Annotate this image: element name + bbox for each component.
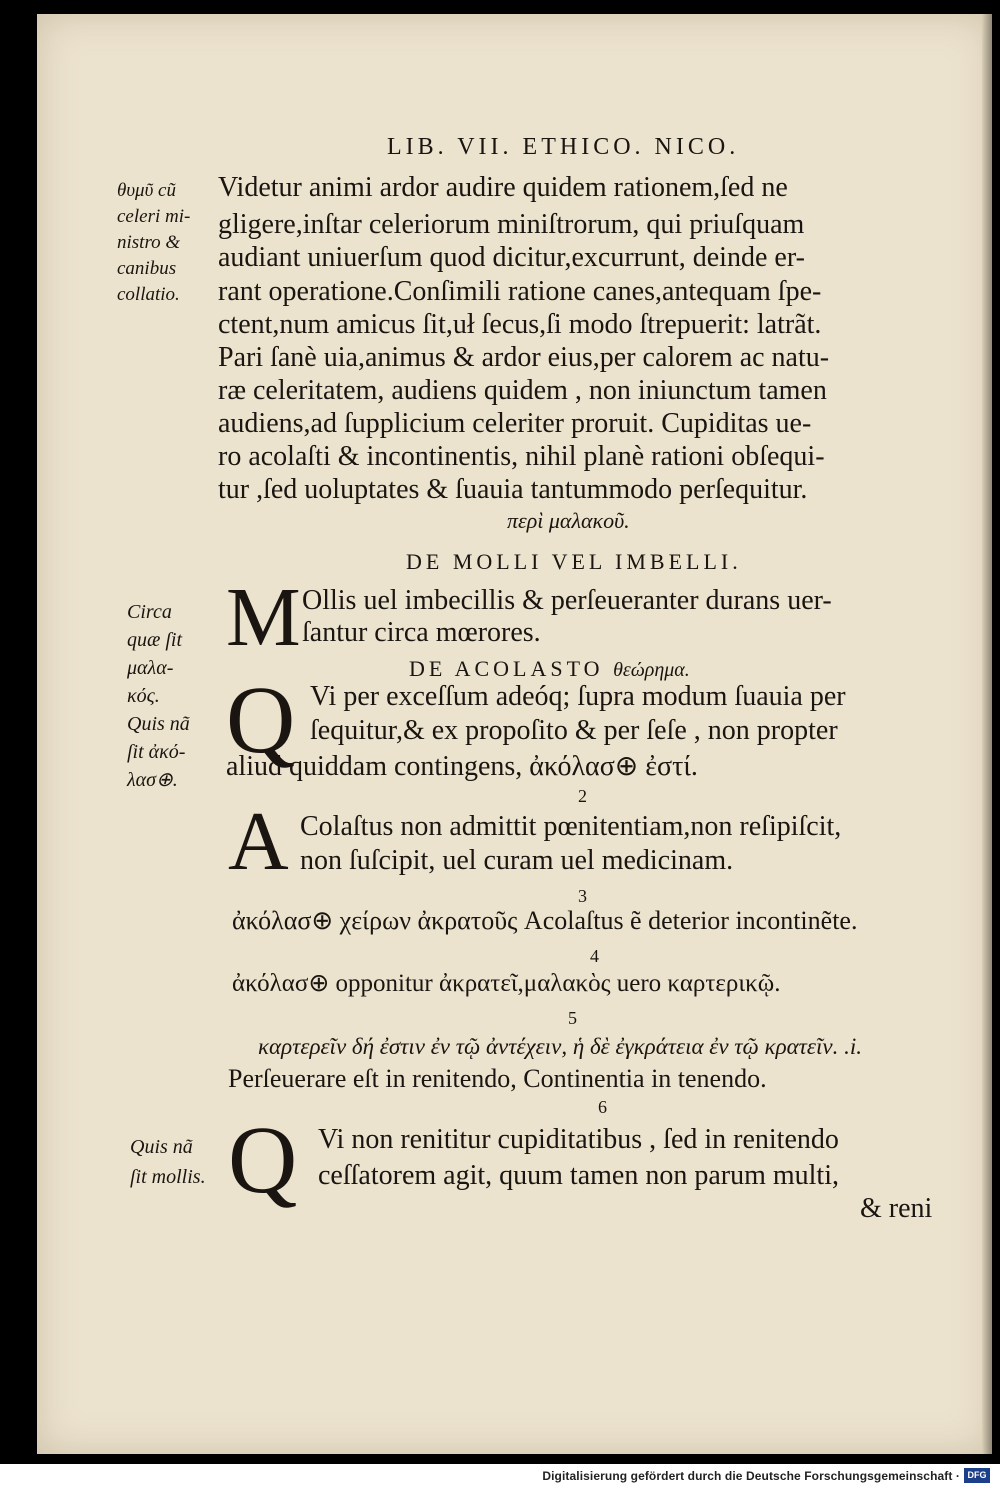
margin-note-line: θυμῦ cũ [117,180,176,201]
drop-initial-q-final: Q [228,1106,298,1213]
margin-note-line: nistro & [117,232,181,253]
body-line: rant operatione.Conſimili ratione canes,antequam ſpe- [218,276,822,307]
margin-note-line: collatio. [117,284,180,305]
body-line: Pari ſanè uia,animus & ardor eius,per calorem ac natu- [218,342,830,373]
margin-note-2 [127,598,190,794]
margin-note-line: ſit ἀκό- [127,741,186,763]
drop-initial-q: Q [226,666,296,773]
final-line: ceſſatorem agit, quum tamen non parum multi, [318,1160,839,1191]
drop-initial-m: M [226,571,301,664]
final-catchword: & reni [860,1193,933,1224]
margin-note-line: Quis nã [130,1136,193,1158]
margin-note-line: Quis nã [127,713,190,735]
section-number: 5 [568,1008,577,1028]
acolasto-line: Vi per exceſſum adeóq; ſupra modum ſuauia per [310,681,846,712]
body-line: gligere,inſtar celeriorum miniſtrorum, qui priuſquam [218,209,805,240]
margin-note-1 [117,178,190,308]
page-edge [982,14,992,1454]
body-line: audiens,ad ſupplicium celeriter proruit. Cupiditas ue- [218,408,812,439]
body-line: Videtur animi ardor audire quidem rationem,ſed ne [218,172,788,203]
molli-line: ſantur circa mœrores. [302,617,541,648]
acolastus-line: non ſuſcipit, uel curam uel medicinam. [300,845,734,876]
margin-note-line: κός. [127,685,160,707]
section-number: 4 [590,946,599,966]
drop-initial-a: A [228,795,289,888]
line-five-latin: Perſeuerare eſt in renitendo, Continentia in tenendo. [228,1064,767,1093]
digitization-credit: Digitalisierung gefördert durch die Deutsche Forschungsgemeinschaft · [542,1469,960,1483]
dfg-logo: DFG [964,1468,990,1483]
margin-note-line: ſit mollis. [130,1166,206,1188]
margin-note-3 [130,1132,206,1192]
credit-bar [0,1464,1000,1489]
section-number: 3 [578,886,587,906]
margin-note-line: Circa [127,601,172,623]
acolasto-line: aliud quiddam contingens, ἀκόλασ⊕ ἐστί. [226,751,698,782]
margin-note-line: celeri mi- [117,206,191,227]
body-line: ro acolaſti & incontinentis, nihil planè rationi obſequi- [218,441,825,472]
greek-subtitle: περὶ μαλακοῦ. [507,508,630,533]
margin-note-line: μαλα- [127,657,174,679]
margin-note-line: quæ ſit [127,629,183,651]
body-line: audiant uniuerſum quod dicitur,excurrunt, deinde er- [218,242,805,273]
acolasto-line: ſequitur,& ex propoſito & per ſeſe , non propter [310,715,838,746]
heading-acolasto-latin: DE ACOLASTO [409,656,604,681]
heading-de-molli: DE MOLLI VEL IMBELLI. [406,549,742,574]
line-three: ἀκόλασ⊕ χείρων ἀκρατοῦς Acolaſtus ẽ deterior incontinẽte. [232,906,858,935]
heading-acolasto-greek: θεώρημα. [613,659,690,681]
section-number: 6 [598,1097,607,1117]
line-five-greek: καρτερεῖν δή ἐστιν ἐν τῷ ἀντέχειν, ἡ δὲ ἐγκράτεια ἐν τῷ κρατεῖν. .i. [258,1034,862,1059]
line-four: ἀκόλασ⊕ opponitur ἀκρατεῖ,μαλακὸς uero καρτερικῷ. [232,970,781,997]
running-title: LIB. VII. ETHICO. NICO. [387,134,740,160]
body-line: tur ,ſed uoluptates & ſuauia tantummodo perſequitur. [218,474,808,505]
body-line: ctent,num amicus ſit,uł ſecus,ſi modo ſtrepuerit: latrãt. [218,309,822,340]
margin-note-line: canibus [117,258,177,279]
acolastus-line: Colaſtus non admittit pœnitentiam,non reſipiſcit, [300,811,842,842]
margin-note-line: λασ⊕. [127,769,178,791]
section-number: 2 [578,786,587,806]
final-line: Vi non renititur cupiditatibus , ſed in renitendo [318,1124,839,1155]
heading-de-acolasto [409,656,690,682]
body-line: ræ celeritatem, audiens quidem , non iniunctum tamen [218,375,827,406]
molli-line: Ollis uel imbecillis & perſeueranter durans uer- [302,585,832,616]
